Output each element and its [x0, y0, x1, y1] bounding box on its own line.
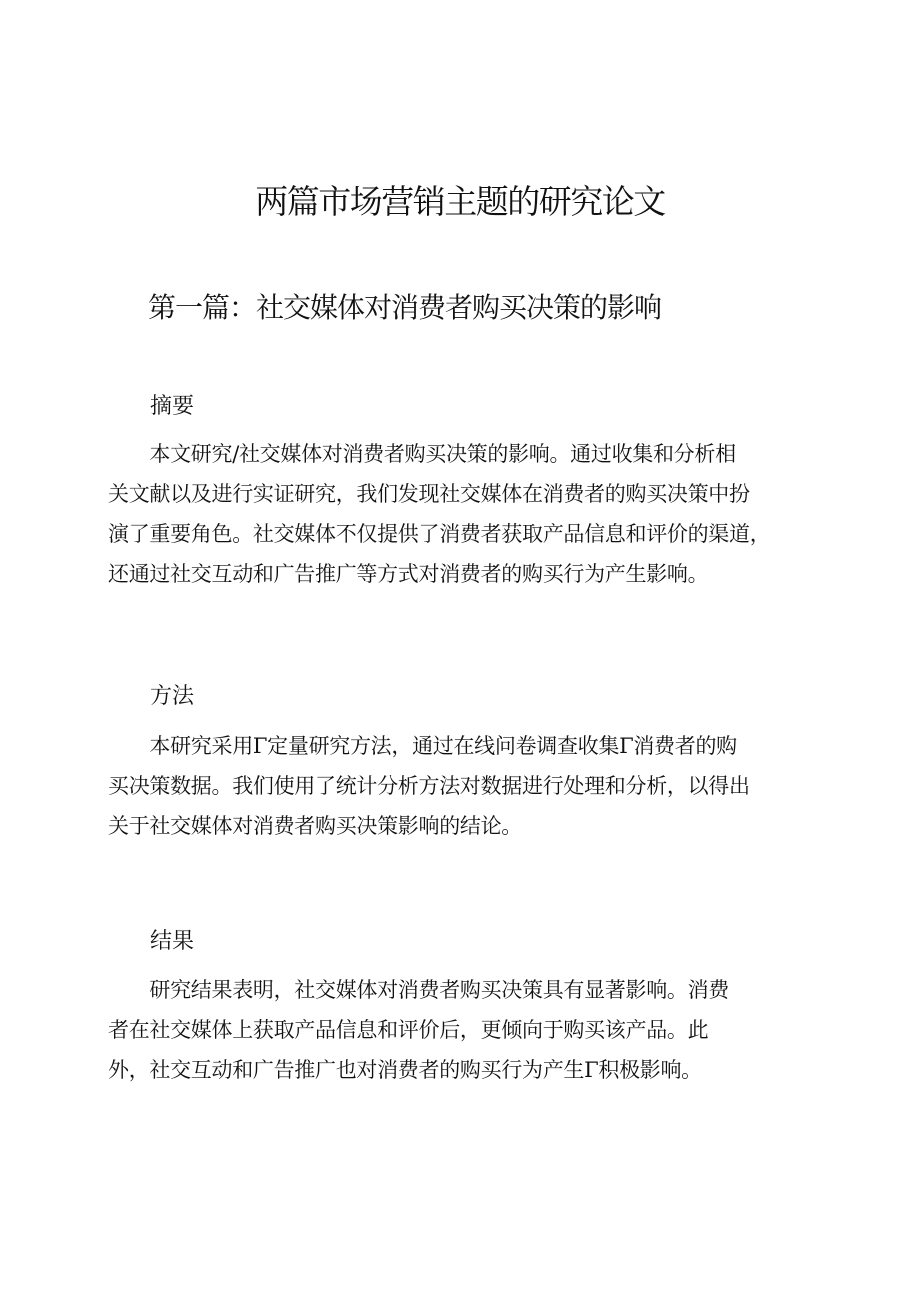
method-line: 本研究采用Γ定量研究方法，通过在线问卷调查收集Γ消费者的购	[108, 734, 737, 758]
document-title: 两篇市场营销主题的研究论文	[255, 182, 665, 221]
abstract-line: 本文研究/社交媒体对消费者购买决策的影响。通过收集和分析相	[108, 442, 736, 466]
abstract-heading: 摘要	[150, 394, 195, 419]
part-one-title: 第一篇：社交媒体对消费者购买决策的影响	[148, 291, 662, 324]
results-paragraph	[108, 970, 729, 1090]
results-line: 外，社交互动和广告推广也对消费者的购买行为产生Γ积极影响。	[108, 1058, 702, 1082]
method-line: 买决策数据。我们使用了统计分析方法对数据进行处理和分析，以得出	[108, 774, 750, 798]
abstract-line: 演了重要角色。社交媒体不仅提供了消费者获取产品信息和评价的渠道，	[108, 522, 771, 546]
abstract-line: 关文献以及进行实证研究，我们发现社交媒体在消费者的购买决策中扮	[108, 482, 750, 506]
results-line: 者在社交媒体上获取产品信息和评价后，更倾向于购买该产品。此	[108, 1018, 709, 1042]
results-heading: 结果	[150, 929, 195, 954]
abstract-line: 还通过社交互动和广告推广等方式对消费者的购买行为产生影响。	[108, 562, 709, 586]
method-paragraph	[108, 726, 750, 846]
results-line: 研究结果表明，社交媒体对消费者购买决策具有显著影响。消费	[108, 978, 729, 1002]
method-line: 关于社交媒体对消费者购买决策影响的结论。	[108, 814, 522, 838]
abstract-paragraph	[108, 434, 770, 594]
method-heading: 方法	[150, 684, 195, 709]
